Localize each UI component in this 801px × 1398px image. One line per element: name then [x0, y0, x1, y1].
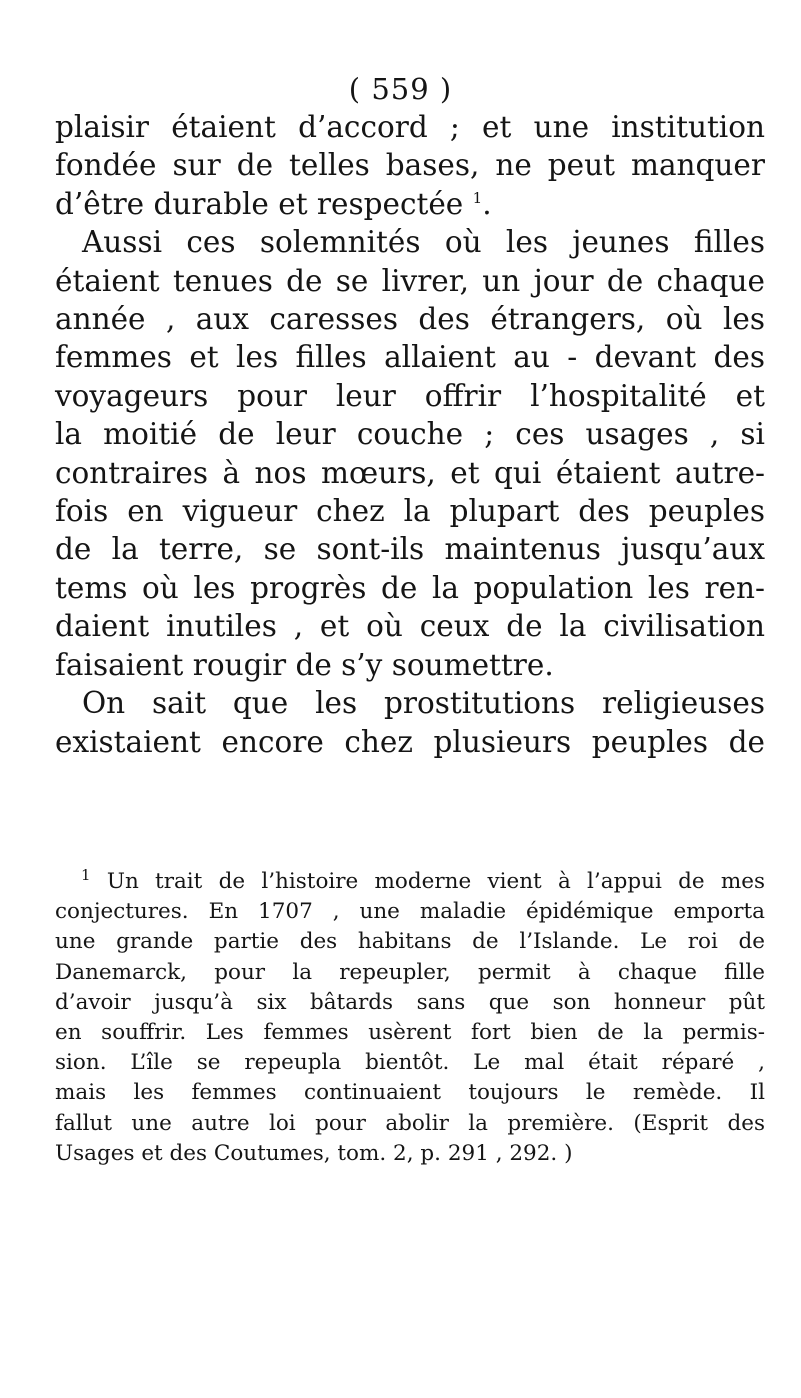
text-line: daient inutiles , et où ceux de la civilisation: [55, 609, 765, 644]
footnote-line: [55, 867, 765, 897]
text-line: [55, 185, 765, 223]
footnote-marker: 1: [81, 865, 91, 884]
footnote-reference: 1: [472, 188, 483, 207]
text-line: étaient tenues de se livrer, un jour de chaque: [55, 263, 765, 298]
text-line: fois en vigueur chez la plupart des peuples: [55, 494, 765, 529]
text-line: faisaient rougir de s’y soumettre.: [55, 647, 554, 682]
text-line: femmes et les filles allaient au - devant des: [55, 340, 765, 375]
footnote-line: sion. L’île se repeupla bientôt. Le mal était réparé ,: [55, 1050, 765, 1076]
footnote-line-content: Un trait de l’histoire moderne vient à l’appui de mes: [106, 869, 765, 894]
text-line: Aussi ces solemnités où les jeunes filles: [82, 225, 765, 260]
footnote-line: conjectures. En 1707 , une maladie épidémique emporta: [55, 899, 765, 925]
text-line: plaisir étaient d’accord ; et une institution: [55, 110, 765, 144]
text-line: année , aux caresses des étrangers, où les: [55, 302, 765, 337]
footnote-line: Usages et des Coutumes, tom. 2, p. 291 , 292. ): [55, 1140, 573, 1166]
text-line: contraires à nos mœurs, et qui étaient autre-: [55, 455, 765, 490]
footnote: [55, 867, 765, 1169]
text-line: voyageurs pour leur offrir l’hospitalité et: [55, 378, 765, 413]
text-line: de la terre, se sont-ils maintenus jusqu’aux: [55, 532, 765, 567]
footnote-line: d’avoir jusqu’à six bâtards sans que son honneur pût: [55, 989, 765, 1015]
footnote-line: mais les femmes continuaient toujours le remède. Il: [55, 1080, 765, 1106]
main-text: [55, 108, 765, 761]
text-line: la moitié de leur couche ; ces usages , si: [55, 417, 765, 452]
page-number: ( 559 ): [348, 72, 453, 106]
footnote-line: Danemarck, pour la repeupler, permit à chaque fille: [55, 959, 765, 985]
footnote-line: en souffrir. Les femmes usèrent fort bien de la permis-: [55, 1020, 765, 1046]
text-line: fondée sur de telles bases, ne peut manquer: [55, 148, 765, 183]
text-line: On sait que les prostitutions religieuses: [82, 686, 765, 721]
footnote-line: une grande partie des habitans de l’Islande. Le roi de: [55, 929, 765, 955]
text-line: existaient encore chez plusieurs peuples de: [55, 724, 765, 759]
footnote-line: fallut une autre loi pour abolir la première. (Esprit des: [55, 1110, 765, 1136]
text-line: tems où les progrès de la population les ren-: [55, 570, 765, 605]
sentence-end: .: [482, 186, 492, 221]
text-line-content: d’être durable et respectée: [55, 186, 464, 221]
